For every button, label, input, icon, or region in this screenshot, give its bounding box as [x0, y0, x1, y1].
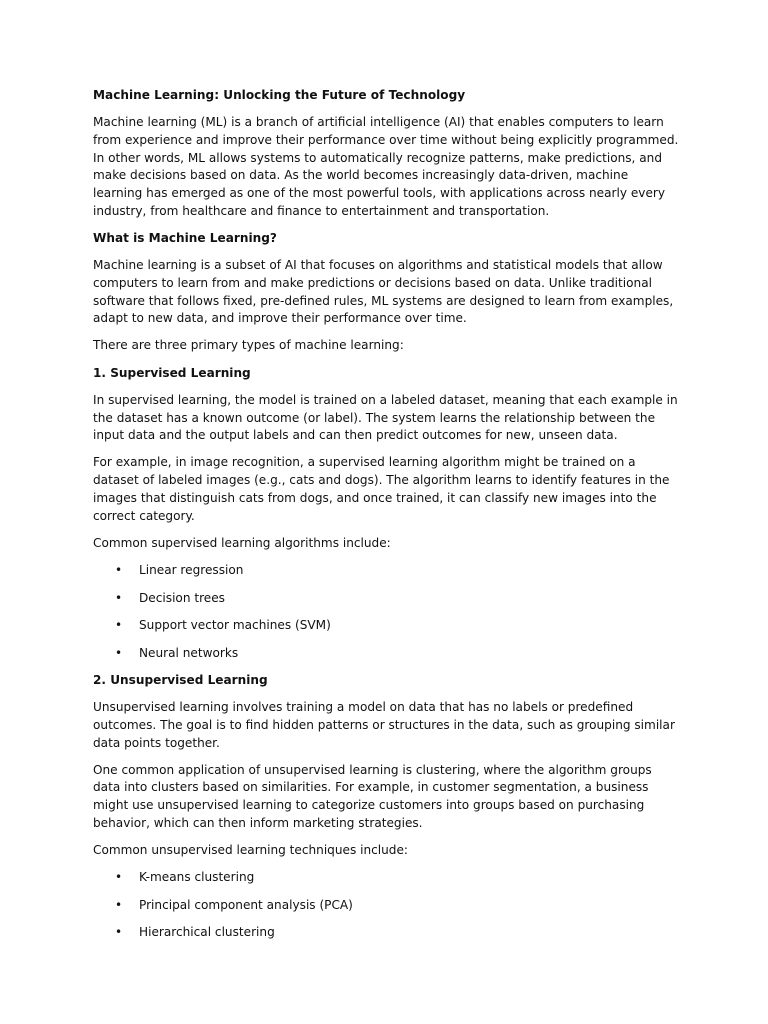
- unsupervised-heading: 2. Unsupervised Learning: [93, 672, 268, 687]
- list-item-text: Linear regression: [139, 562, 244, 577]
- list-item-text: Neural networks: [139, 645, 239, 660]
- list-item: [93, 617, 681, 635]
- list-item-text: Principal component analysis (PCA): [139, 897, 353, 912]
- supervised-algorithms-list: [93, 562, 681, 662]
- list-item-text: Decision trees: [139, 590, 225, 605]
- what-is-ml-heading: What is Machine Learning?: [93, 230, 277, 245]
- bullet-icon: •: [115, 925, 123, 940]
- bullet-icon: •: [115, 897, 123, 912]
- bullet-icon: •: [115, 870, 123, 885]
- bullet-icon: •: [115, 562, 123, 577]
- list-item: [93, 897, 681, 915]
- types-intro-paragraph: There are three primary types of machine learning:: [93, 338, 404, 353]
- list-item: [93, 562, 681, 580]
- supervised-paragraph-1: In supervised learning, the model is trained on a labeled dataset, meaning that each example in the dataset has a known outcome (or label). The system learns the relationship between the input data and the output labels and can then predict outcomes for new, unseen data.: [93, 392, 678, 443]
- bullet-icon: •: [115, 618, 123, 633]
- supervised-list-intro: Common supervised learning algorithms include:: [93, 535, 391, 550]
- list-item: [93, 924, 681, 942]
- list-item-text: K-means clustering: [139, 870, 255, 885]
- supervised-heading: 1. Supervised Learning: [93, 365, 251, 380]
- unsupervised-paragraph-2: One common application of unsupervised learning is clustering, where the algorithm groups data into clusters based on similarities. For example, in customer segmentation, a business might use unsupervised learning to categorize customers into groups based on purchasing behavior, which can then inform marketing strategies.: [93, 762, 652, 830]
- unsupervised-list-intro: Common unsupervised learning techniques include:: [93, 843, 408, 858]
- document-title: Machine Learning: Unlocking the Future of Technology: [93, 88, 466, 102]
- bullet-icon: •: [115, 590, 123, 605]
- list-item: [93, 590, 681, 608]
- document-page: [93, 87, 681, 952]
- bullet-icon: •: [115, 645, 123, 660]
- list-item-text: Hierarchical clustering: [139, 925, 275, 940]
- unsupervised-paragraph-1: Unsupervised learning involves training a model on data that has no labels or predefined outcomes. The goal is to find hidden patterns or structures in the data, such as grouping similar data points together.: [93, 700, 675, 750]
- list-item-text: Support vector machines (SVM): [139, 618, 331, 633]
- supervised-paragraph-2: For example, in image recognition, a supervised learning algorithm might be trained on a dataset of labeled images (e.g., cats and dogs). The algorithm learns to identify features in the images that distinguish cats from dogs, and once trained, it can classify new images into the correct category.: [93, 455, 670, 523]
- intro-paragraph: Machine learning (ML) is a branch of artificial intelligence (AI) that enables computers to learn from experience and improve their performance over time without being explicitly programmed. In other words, ML allows systems to automatically recognize patterns, make predictions, and make decisions based on data. As the world becomes increasingly data-driven, machine learning has emerged as one of the most powerful tools, with applications across nearly every industry, from healthcare and finance to entertainment and transportation.: [93, 115, 679, 218]
- list-item: [93, 869, 681, 887]
- unsupervised-techniques-list: [93, 869, 681, 942]
- what-is-ml-paragraph: Machine learning is a subset of AI that focuses on algorithms and statistical models that allow computers to learn from and make predictions or decisions based on data. Unlike traditional software that follows fixed, pre-defined rules, ML systems are designed to learn from examples, adapt to new data, and improve their performance over time.: [93, 258, 674, 326]
- list-item: [93, 645, 681, 663]
